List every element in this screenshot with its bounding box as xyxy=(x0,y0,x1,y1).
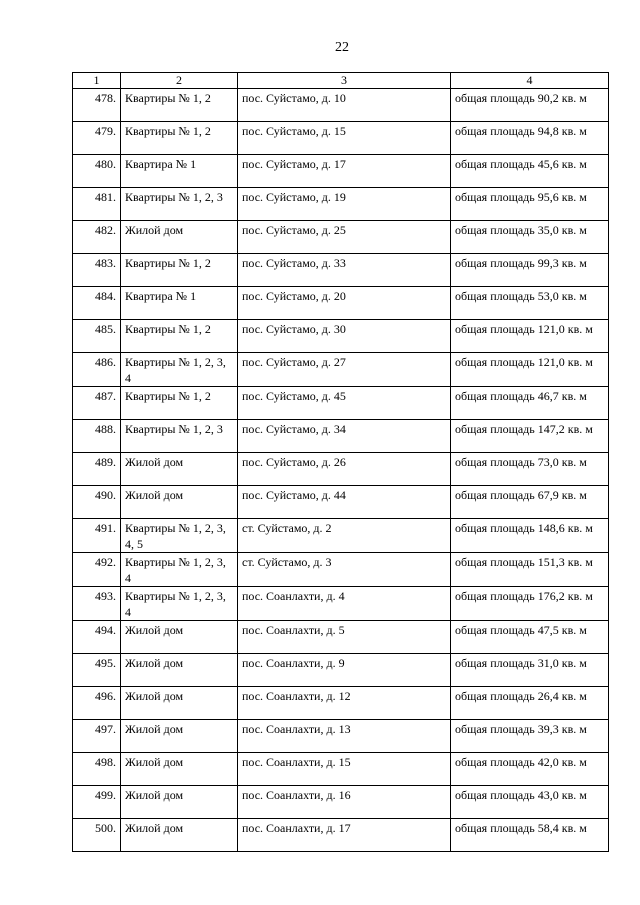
page-number: 22 xyxy=(335,40,349,55)
address: пос. Суйстамо, д. 30 xyxy=(238,320,451,353)
table-row xyxy=(73,687,609,720)
object-type: Жилой дом xyxy=(121,720,238,753)
row-number: 495. xyxy=(73,654,121,687)
object-type: Жилой дом xyxy=(121,819,238,852)
row-number: 494. xyxy=(73,621,121,654)
row-number: 492. xyxy=(73,553,121,587)
table-row xyxy=(73,287,609,320)
row-number: 479. xyxy=(73,122,121,155)
object-type: Квартира № 1 xyxy=(121,155,238,188)
table-row xyxy=(73,553,609,587)
object-type: Квартиры № 1, 2, 3, 4 xyxy=(121,587,238,621)
column-header-1: 1 xyxy=(73,73,121,89)
object-type: Квартиры № 1, 2 xyxy=(121,387,238,420)
total-area: общая площадь 73,0 кв. м xyxy=(451,453,609,486)
object-type: Квартиры № 1, 2, 3, 4 xyxy=(121,553,238,587)
total-area: общая площадь 58,4 кв. м xyxy=(451,819,609,852)
column-header-3: 3 xyxy=(238,73,451,89)
object-type: Квартиры № 1, 2 xyxy=(121,254,238,287)
table-row xyxy=(73,320,609,353)
object-type: Жилой дом xyxy=(121,687,238,720)
table-row xyxy=(73,122,609,155)
total-area: общая площадь 176,2 кв. м xyxy=(451,587,609,621)
table-row xyxy=(73,654,609,687)
row-number: 490. xyxy=(73,486,121,519)
column-header-4: 4 xyxy=(451,73,609,89)
address: пос. Соанлахти, д. 17 xyxy=(238,819,451,852)
total-area: общая площадь 148,6 кв. м xyxy=(451,519,609,553)
table-row xyxy=(73,453,609,486)
object-type: Жилой дом xyxy=(121,753,238,786)
total-area: общая площадь 90,2 кв. м xyxy=(451,89,609,122)
address: ст. Суйстамо, д. 3 xyxy=(238,553,451,587)
row-number: 489. xyxy=(73,453,121,486)
object-type: Жилой дом xyxy=(121,453,238,486)
address: ст. Суйстамо, д. 2 xyxy=(238,519,451,553)
total-area: общая площадь 26,4 кв. м xyxy=(451,687,609,720)
total-area: общая площадь 39,3 кв. м xyxy=(451,720,609,753)
table-row xyxy=(73,387,609,420)
table-row xyxy=(73,254,609,287)
row-number: 484. xyxy=(73,287,121,320)
table-row xyxy=(73,353,609,387)
table-row xyxy=(73,720,609,753)
address: пос. Суйстамо, д. 33 xyxy=(238,254,451,287)
address: пос. Суйстамо, д. 25 xyxy=(238,221,451,254)
row-number: 482. xyxy=(73,221,121,254)
row-number: 486. xyxy=(73,353,121,387)
row-number: 499. xyxy=(73,786,121,819)
row-number: 488. xyxy=(73,420,121,453)
address: пос. Соанлахти, д. 16 xyxy=(238,786,451,819)
table-row xyxy=(73,753,609,786)
table-row xyxy=(73,587,609,621)
address: пос. Суйстамо, д. 27 xyxy=(238,353,451,387)
object-type: Квартиры № 1, 2 xyxy=(121,122,238,155)
total-area: общая площадь 67,9 кв. м xyxy=(451,486,609,519)
address: пос. Суйстамо, д. 20 xyxy=(238,287,451,320)
row-number: 496. xyxy=(73,687,121,720)
object-type: Квартиры № 1, 2, 3 xyxy=(121,188,238,221)
total-area: общая площадь 147,2 кв. м xyxy=(451,420,609,453)
address: пос. Суйстамо, д. 45 xyxy=(238,387,451,420)
row-number: 493. xyxy=(73,587,121,621)
address: пос. Соанлахти, д. 13 xyxy=(238,720,451,753)
table-row xyxy=(73,89,609,122)
property-registry-table xyxy=(72,72,609,852)
address: пос. Суйстамо, д. 26 xyxy=(238,453,451,486)
total-area: общая площадь 151,3 кв. м xyxy=(451,553,609,587)
address: пос. Суйстамо, д. 44 xyxy=(238,486,451,519)
row-number: 483. xyxy=(73,254,121,287)
table-row xyxy=(73,155,609,188)
total-area: общая площадь 95,6 кв. м xyxy=(451,188,609,221)
total-area: общая площадь 121,0 кв. м xyxy=(451,353,609,387)
address: пос. Соанлахти, д. 15 xyxy=(238,753,451,786)
table-row xyxy=(73,188,609,221)
total-area: общая площадь 45,6 кв. м xyxy=(451,155,609,188)
address: пос. Соанлахти, д. 5 xyxy=(238,621,451,654)
total-area: общая площадь 47,5 кв. м xyxy=(451,621,609,654)
address: пос. Суйстамо, д. 10 xyxy=(238,89,451,122)
object-type: Жилой дом xyxy=(121,486,238,519)
total-area: общая площадь 46,7 кв. м xyxy=(451,387,609,420)
table-row xyxy=(73,221,609,254)
total-area: общая площадь 53,0 кв. м xyxy=(451,287,609,320)
total-area: общая площадь 121,0 кв. м xyxy=(451,320,609,353)
row-number: 491. xyxy=(73,519,121,553)
total-area: общая площадь 43,0 кв. м xyxy=(451,786,609,819)
total-area: общая площадь 42,0 кв. м xyxy=(451,753,609,786)
row-number: 481. xyxy=(73,188,121,221)
address: пос. Суйстамо, д. 15 xyxy=(238,122,451,155)
row-number: 485. xyxy=(73,320,121,353)
table-row xyxy=(73,621,609,654)
address: пос. Соанлахти, д. 12 xyxy=(238,687,451,720)
object-type: Жилой дом xyxy=(121,786,238,819)
total-area: общая площадь 31,0 кв. м xyxy=(451,654,609,687)
address: пос. Соанлахти, д. 9 xyxy=(238,654,451,687)
total-area: общая площадь 99,3 кв. м xyxy=(451,254,609,287)
object-type: Квартиры № 1, 2, 3, 4 xyxy=(121,353,238,387)
object-type: Квартира № 1 xyxy=(121,287,238,320)
object-type: Квартиры № 1, 2, 3, 4, 5 xyxy=(121,519,238,553)
total-area: общая площадь 35,0 кв. м xyxy=(451,221,609,254)
table-row xyxy=(73,486,609,519)
object-type: Квартиры № 1, 2 xyxy=(121,89,238,122)
row-number: 478. xyxy=(73,89,121,122)
column-header-2: 2 xyxy=(121,73,238,89)
object-type: Жилой дом xyxy=(121,654,238,687)
object-type: Жилой дом xyxy=(121,221,238,254)
table-row xyxy=(73,786,609,819)
address: пос. Суйстамо, д. 17 xyxy=(238,155,451,188)
address: пос. Суйстамо, д. 19 xyxy=(238,188,451,221)
row-number: 500. xyxy=(73,819,121,852)
row-number: 487. xyxy=(73,387,121,420)
address: пос. Суйстамо, д. 34 xyxy=(238,420,451,453)
object-type: Жилой дом xyxy=(121,621,238,654)
object-type: Квартиры № 1, 2 xyxy=(121,320,238,353)
table-header-row xyxy=(73,73,609,89)
table-row xyxy=(73,519,609,553)
row-number: 498. xyxy=(73,753,121,786)
object-type: Квартиры № 1, 2, 3 xyxy=(121,420,238,453)
table-row xyxy=(73,420,609,453)
table-row xyxy=(73,819,609,852)
address: пос. Соанлахти, д. 4 xyxy=(238,587,451,621)
table-body xyxy=(73,89,609,852)
total-area: общая площадь 94,8 кв. м xyxy=(451,122,609,155)
row-number: 497. xyxy=(73,720,121,753)
row-number: 480. xyxy=(73,155,121,188)
